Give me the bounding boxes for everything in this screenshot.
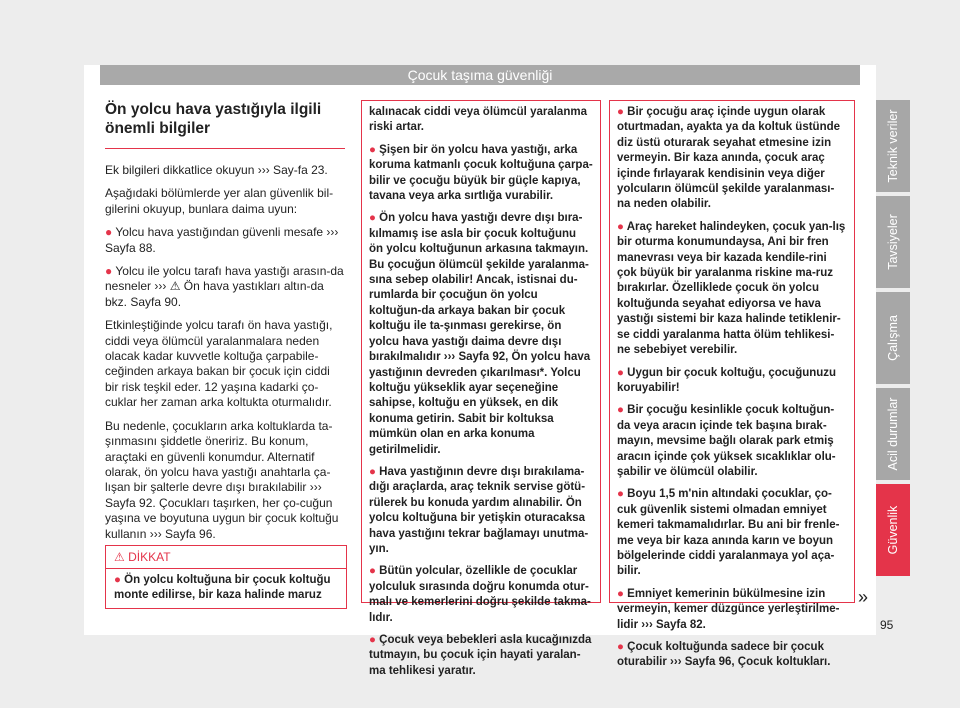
tab-acil-durumlar[interactable] xyxy=(876,388,910,480)
bullet-icon: ● xyxy=(617,220,627,233)
tab-teknik-veriler[interactable] xyxy=(876,100,910,192)
tab-calisma[interactable] xyxy=(876,292,910,384)
warning-header xyxy=(106,546,346,569)
list-item-text: Yolcu ile yolcu tarafı hava yastığı arasın-da nesneler ››› ⚠ Ön hava yastıkları altın-da bkz. Sayfa 90. xyxy=(105,264,344,309)
section-title: Ön yolcu hava yastığıyla ilgili önemli bilgiler xyxy=(105,101,322,137)
tab-label: Teknik veriler xyxy=(886,109,900,183)
bullet-icon: ● xyxy=(617,641,628,653)
list-item-text: Boyu 1,5 m'nin altındaki çocuklar, ço-cuk güvenlik sistemi olmadan emniyet kemeri takmamalıdırlar. Bu ani bir frenle-me veya bir kaza anında karın ve boyun bölgelerinde ciddi yaralanmaya yol aça-bilir. xyxy=(617,488,840,578)
list-item-text: Şişen bir ön yolcu hava yastığı, arka koruma katmanlı çocuk koltuğuna çarpa-bilir ve çocuğu büyük bir güçle kapıya, tavana veya arka sırtlığa vurabilir. xyxy=(369,143,593,203)
bullet-icon: ● xyxy=(369,212,380,225)
list-item-text: Hava yastığının devre dışı bırakılama-dığı araçlarda, araç teknik servise götü-rülerek bu konuda yardım alınabilir. Ön yolcu koltuğuna bir yetişkin oturacaksa hava yastığını tekrar bağlamayı unutma-yın. xyxy=(369,465,589,555)
list-item xyxy=(369,633,593,679)
list-item-text: Emniyet kemerinin bükülmesine izin vermeyin, kemer düzgünce yerleştirilme-lidir ››› Sayfa 82. xyxy=(617,587,840,631)
list-item-text: Bir çocuğu kesinlikle çocuk koltuğun-da veya aracın içinde tek başına bırak-mayın, mevsime bağlı olarak park etmiş aracın içinde çok yüksek sıcaklıklar olu-şabilir ve ölümcül olabilir. xyxy=(617,404,836,478)
bullet-icon: ● xyxy=(617,366,628,379)
bullet-icon: ● xyxy=(369,565,380,578)
bullet-icon: ● xyxy=(114,574,125,586)
list-item-text: Uygun bir çocuk koltuğu, çocuğunuzu koruyabilir! xyxy=(617,366,837,394)
list-item xyxy=(369,465,593,557)
tab-tavsiyeler[interactable] xyxy=(876,196,910,288)
paragraph: Bu nedenle, çocukların arka koltuklarda ta-şınmasını şiddetle öneririz. Bu konum, araçtaki en güvenli konumdur. Alternatif olarak, ön yolcu hava yastığı anahtarla ça-lışan bir şalterle devre dışı bırakılabilir ››› Sayfa 92. Çocukları taşırken, her ço-cuğun yaşına ve boyutuna uygun bir çocuk koltuğu kullanın ››› Sayfa 96. xyxy=(105,418,339,541)
warning-icon: ⚠ xyxy=(114,550,129,564)
list-item-text: Çocuk koltuğunda sadece bir çocuk oturabilir ››› Sayfa 96, Çocuk koltukları. xyxy=(617,641,831,669)
warning-body xyxy=(106,569,346,608)
list-item xyxy=(617,105,847,213)
tab-label: Çalışma xyxy=(886,315,900,361)
list-item xyxy=(617,366,847,397)
column-1 xyxy=(105,100,345,550)
tab-label: Tavsiyeler xyxy=(886,214,900,270)
list-item-text: Bir çocuğu araç içinde uygun olarak oturtmadan, ayakta ya da koltuk üstünde diz üstü oturarak seyahat etmesine izin vermeyin. Bir kaza anında, çocuk araç içinde fırlayarak kendisinin veya diğer yolcuların ölümcül şekilde yaralanması-na neden olabilir. xyxy=(617,106,841,211)
tab-guvenlik[interactable] xyxy=(876,484,910,576)
column-3 xyxy=(609,100,855,669)
warning-label: DİKKAT xyxy=(128,550,171,564)
paragraph: kalınacak ciddi veya ölümcül yaralanma riski artar. xyxy=(369,106,587,134)
tab-label: Acil durumlar xyxy=(886,397,900,471)
warning-box xyxy=(105,545,347,609)
page-header: Çocuk taşıma güvenliği xyxy=(100,65,860,85)
list-item-text: Bütün yolcular, özellikle de çocuklar yolculuk sırasında doğru konumda otur-malı ve kemerlerini doğru şekilde takma-lıdır. xyxy=(369,565,591,624)
bullet-icon: ● xyxy=(617,404,628,417)
warning-text: Ön yolcu koltuğuna bir çocuk koltuğu monte edilirse, bir kaza halinde maruz xyxy=(114,574,331,602)
list-item xyxy=(617,403,847,480)
bullet-icon: ● xyxy=(105,264,116,279)
list-item xyxy=(369,143,593,205)
tab-label: Güvenlik xyxy=(886,505,900,555)
list-item xyxy=(617,220,847,359)
column-2 xyxy=(361,100,601,677)
list-item xyxy=(369,564,593,626)
section-tabs xyxy=(876,100,910,580)
bullet-icon: ● xyxy=(105,225,116,240)
list-item xyxy=(369,211,593,458)
list-item-text: Araç hareket halindeyken, çocuk yan-lış bir oturma konumundaysa, Ani bir fren manevrası veya bir kazada kendile-rini çok büyük bir yaralanma riskine ma-ruz bırakırlar. Özelliklede çocuk ön yolcu koltuğunda seyahat ediyorsa ve hava yastığı sistemi bir kaza halinde tetiklenir-se ciddi yaralanma hatta ölüm tehlikesi-ne sebebiyet verebilir. xyxy=(617,220,846,357)
list-item xyxy=(617,587,847,633)
paragraph: Etkinleştiğinde yolcu tarafı ön hava yastığı, ciddi veya ölümcül yaralanmalara neden olacak kadar kuvvetle koltuğa çarpabile-ceğinden arkaya bakan bir çocuk için ciddi bir risk teşkil eder. 12 yaşına kadarki ço-cuklar her zaman arka koltukta oturmalıdır. xyxy=(105,318,333,410)
bullet-icon: ● xyxy=(617,488,628,501)
list-item-text: Çocuk veya bebekleri asla kucağınızda tutmayın, bu çocuk için hayati yaralan-ma tehlikesi yaratır. xyxy=(369,634,592,677)
continue-marker: » xyxy=(858,587,869,607)
list-item xyxy=(617,487,847,579)
bullet-icon: ● xyxy=(369,634,380,646)
bullet-icon: ● xyxy=(369,143,380,156)
bullet-icon: ● xyxy=(369,465,380,478)
list-item-text: Yolcu hava yastığından güvenli mesafe ››› Sayfa 88. xyxy=(105,225,339,255)
bullet-icon: ● xyxy=(617,587,628,600)
list-item xyxy=(105,225,345,256)
list-item xyxy=(105,264,345,310)
paragraph: Aşağıdaki bölümlerde yer alan güvenlik bil-gilerini okuyup, bunlara daima uyun: xyxy=(105,186,334,216)
paragraph: Ek bilgileri dikkatlice okuyun ››› Say-fa 23. xyxy=(105,163,328,177)
list-item xyxy=(617,640,847,671)
list-item-text: Ön yolcu hava yastığı devre dışı bıra-kılmamış ise asla bir çocuk koltuğunu ön yolcu koltuğunun arkasına takmayın. Bu çocuğun ölümcül şekilde yaralanma-sına sebep olabilir! Ancak, istisnai du-rumlarda bir çocuğun ön yolcu koltuğun-da arkaya bakan bir çocuk koltuğu ile ta-şınması gerekirse, ön yolcu hava yastığı daima devre dışı bırakılmalıdır ››› Sayfa 92, Ön yolcu hava yastığının devreden çıkarılması*. Yolcu koltuğu yükseklik ayar seçeneğine sahipse, koltuğu en yüksek, en dik konuma getirin. Sabit bir koltuksa mümkün olan en arka konuma getirilmelidir. xyxy=(369,212,591,456)
title-rule xyxy=(105,148,345,149)
bullet-icon: ● xyxy=(617,106,628,118)
page-number: 95 xyxy=(880,618,894,632)
